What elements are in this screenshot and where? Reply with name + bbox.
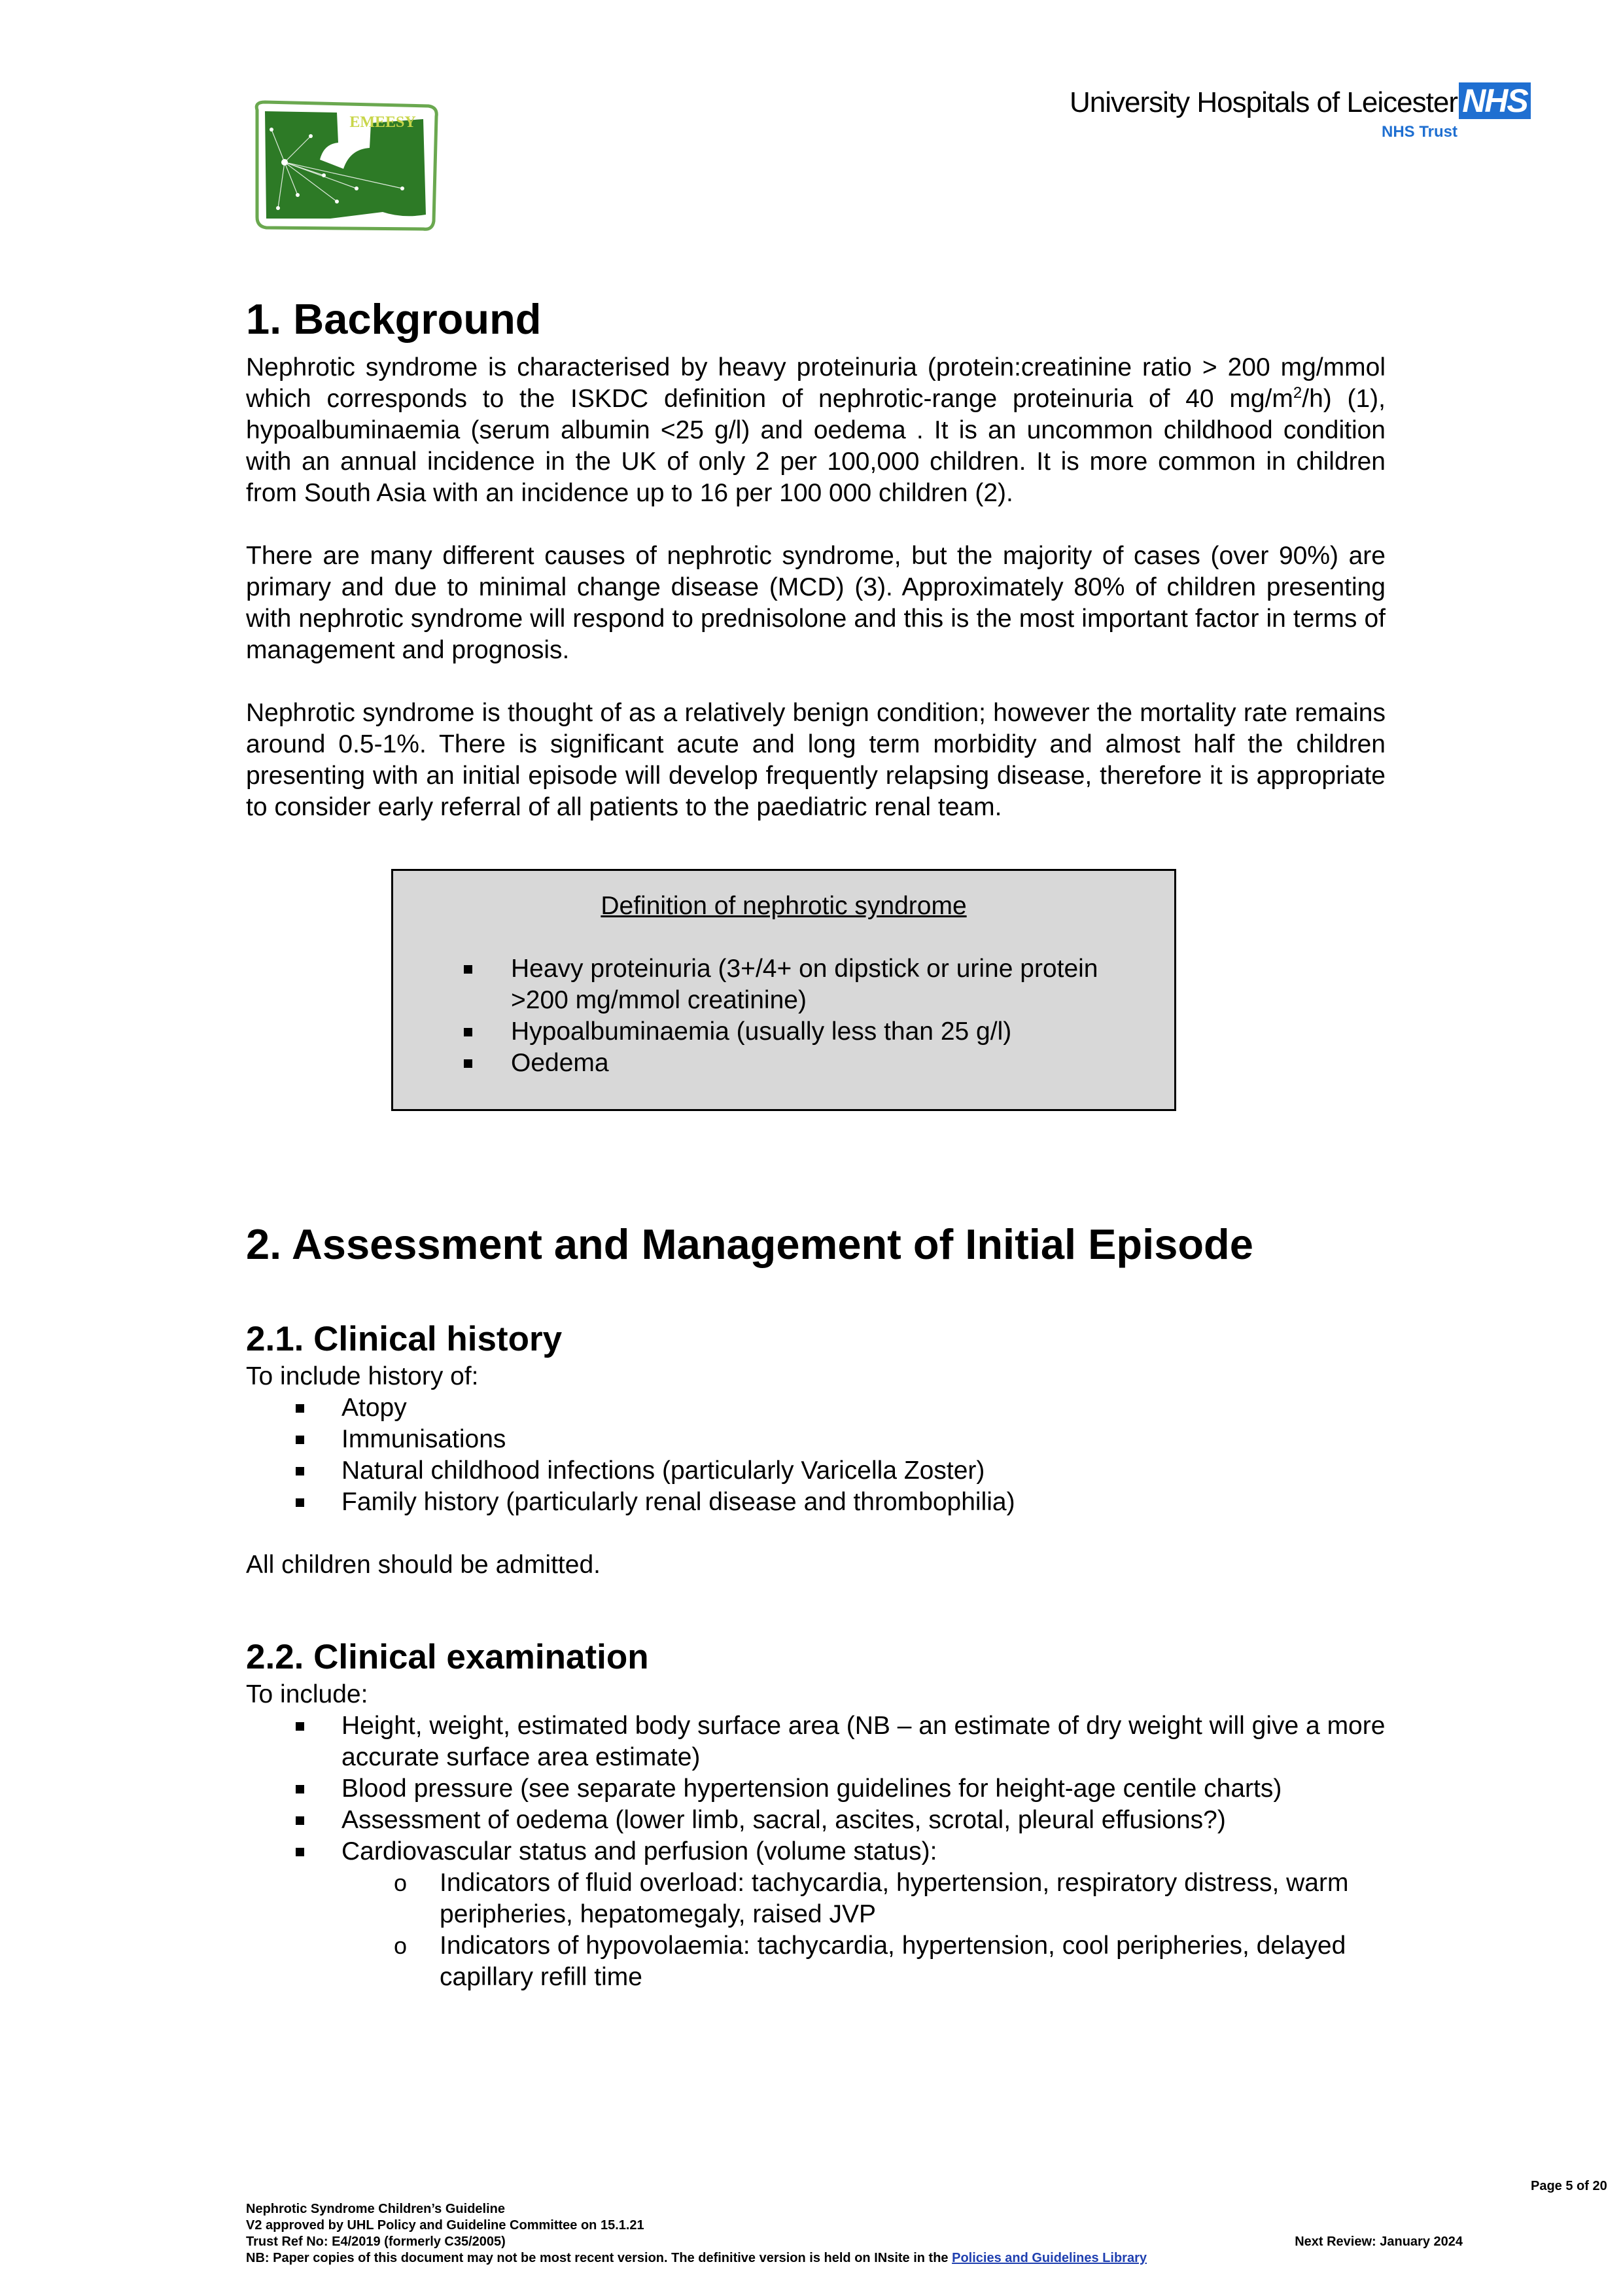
list-item: Blood pressure (see separate hypertension guidelines for height-age centile charts) xyxy=(246,1773,1386,1805)
background-para-3: Nephrotic syndrome is thought of as a relatively benign condition; however the mortality rate remains around 0.5-1%. There is significant acute and long term morbidity and almost half the children presenting with an initial episode will develop frequently relapsing disease, therefore it is appropriate to consider early referral of all patients to the paediatric renal team. xyxy=(246,699,1386,821)
definition-list xyxy=(419,953,1148,1079)
logo-text: EMEESY xyxy=(349,114,416,131)
subsection-2-2-title: 2.2. Clinical examination xyxy=(246,1638,649,1676)
policies-library-link[interactable]: Policies and Guidelines Library xyxy=(952,2251,1147,2265)
section-1-title: 1. Background xyxy=(246,295,542,343)
footer-title: Nephrotic Syndrome Children’s Guideline xyxy=(246,2202,505,2216)
logo-graphic xyxy=(252,97,442,234)
document-footer xyxy=(246,2201,1463,2267)
volume-status-sublist xyxy=(246,1867,1386,1993)
subsection-2-1-title: 2.1. Clinical history xyxy=(246,1320,563,1358)
list-item: Natural childhood infections (particularly Varicella Zoster) xyxy=(246,1455,1386,1487)
background-para-2: There are many different causes of nephrotic syndrome, but the majority of cases (over 90%) are primary and due to minimal change disease (MCD) (3). Approximately 80% of children presenting with nephrotic syndrome will respond to prednisolone and this is the most important factor in terms of management and prognosis. xyxy=(246,542,1386,664)
footer-next-review: Next Review: January 2024 xyxy=(1295,2234,1463,2249)
section-2-title: 2. Assessment and Management of Initial Episode xyxy=(246,1220,1253,1268)
footer-approval: V2 approved by UHL Policy and Guideline Committee on 15.1.21 xyxy=(246,2218,644,2233)
list-item: Oedema xyxy=(419,1048,1148,1079)
trust-header xyxy=(1069,80,1531,145)
sub-list-item: o Indicators of fluid overload: tachycardia, hypertension, respiratory distress, warm peripheries, hepatomegaly, raised JVP xyxy=(246,1867,1386,1930)
clinical-history-intro: To include history of: xyxy=(246,1362,479,1390)
page-number: Page 5 of 20 xyxy=(1531,2179,1607,2193)
list-item: Immunisations xyxy=(246,1424,1386,1455)
emeesy-logo xyxy=(252,97,442,234)
clinical-history-list xyxy=(246,1392,1386,1518)
list-item: Atopy xyxy=(246,1392,1386,1424)
definition-title: Definition of nephrotic syndrome xyxy=(601,892,967,920)
footer-disclaimer: NB: Paper copies of this document may not be most recent version. The definitive version is held on INsite in the Policies and Guidelines Library xyxy=(246,2251,1147,2265)
admission-note: All children should be admitted. xyxy=(246,1551,601,1579)
trust-name: University Hospitals of Leicester xyxy=(1069,86,1457,118)
nhs-trust-label: NHS Trust xyxy=(1381,123,1457,141)
clinical-exam-list xyxy=(246,1710,1386,1867)
footer-trust-ref: Trust Ref No: E4/2019 (formerly C35/2005) xyxy=(246,2234,506,2249)
document-body xyxy=(246,293,1386,1993)
list-item: Assessment of oedema (lower limb, sacral, ascites, scrotal, pleural effusions?) xyxy=(246,1805,1386,1836)
list-item: Heavy proteinuria (3+/4+ on dipstick or urine protein >200 mg/mmol creatinine) xyxy=(419,953,1148,1016)
list-item: Height, weight, estimated body surface area (NB – an estimate of dry weight will give a more accurate surface area estimate) xyxy=(246,1710,1386,1773)
background-para-1: Nephrotic syndrome is characterised by heavy proteinuria (protein:creatinine ratio > 200 mg/mmol which corresponds to the ISKDC definition of nephrotic-range proteinuria of 40 $mg/m^2/h$) (1), hypoalbuminaemia (serum albumin <25 g/l) and oedema . It is an uncommon childhood condition with an annual incidence in the UK of only 2 per 100,000 children. It is more common in children from South Asia with an incidence up to 16 per 100 000 children (2). xyxy=(246,353,1386,507)
list-item: Family history (particularly renal disease and thrombophilia) xyxy=(246,1487,1386,1518)
definition-box xyxy=(391,869,1176,1111)
sub-list-item: o Indicators of hypovolaemia: tachycardia, hypertension, cool peripheries, delayed capillary refill time xyxy=(246,1930,1386,1993)
clinical-exam-intro: To include: xyxy=(246,1680,368,1708)
nhs-logo: NHS xyxy=(1459,82,1531,119)
list-item: Cardiovascular status and perfusion (volume status): xyxy=(246,1836,1386,1867)
list-item: Hypoalbuminaemia (usually less than 25 g/l) xyxy=(419,1016,1148,1048)
